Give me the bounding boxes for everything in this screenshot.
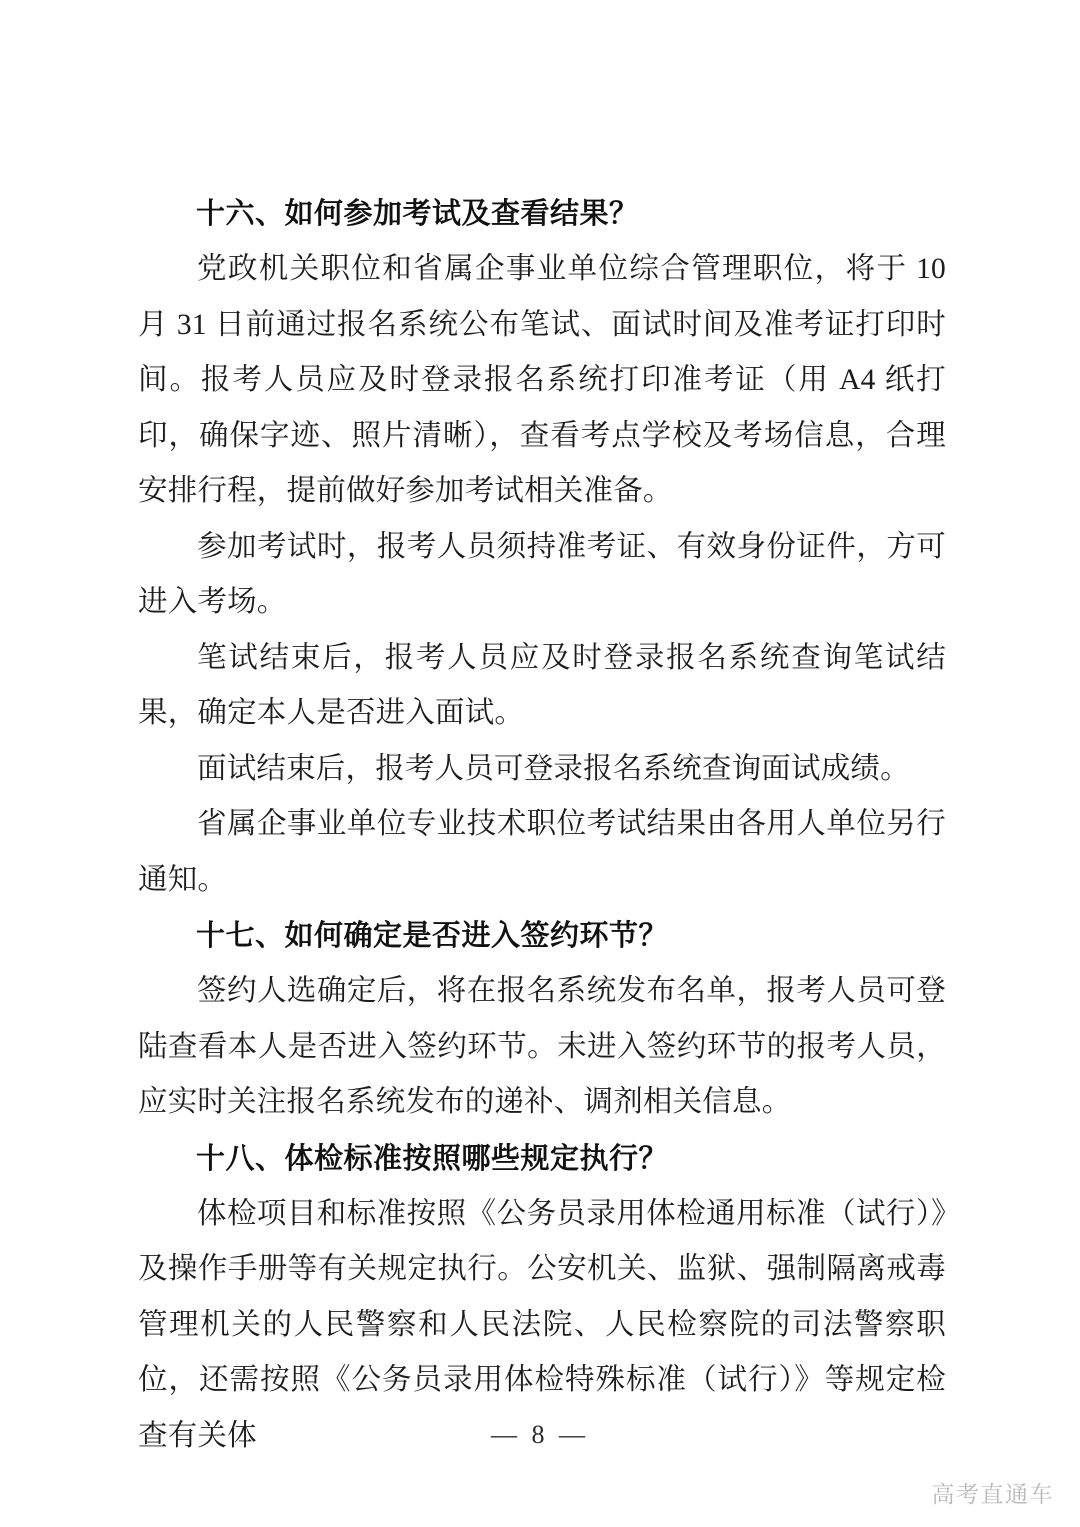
page-text-column xyxy=(138,186,946,1464)
paragraph-16-2: 参加考试时，报考人员须持准考证、有效身份证件，方可进入考场。 xyxy=(138,530,946,618)
paragraph-18-1: 体检项目和标准按照《公务员录用体检通用标准（试行）》及操作手册等有关规定执行。公安机关、监狱、强制隔离戒毒管理机关的人民警察和人民法院、人民检察院的司法警察职位，还需按照《公务员录用体检特殊标准（试行）》等规定检查有关体 xyxy=(138,1197,946,1452)
section-heading-17: 十七、如何确定是否进入签约环节？ xyxy=(196,920,669,952)
paragraph-16-5: 省属企事业单位专业技术职位考试结果由各用人单位另行通知。 xyxy=(138,808,946,896)
paragraph-16-4: 面试结束后，报考人员可登录报名系统查询面试成绩。 xyxy=(197,752,910,785)
watermark-label: 高考直通车 xyxy=(931,1481,1054,1507)
paragraph-16-3: 笔试结束后，报考人员应及时登录报名系统查询笔试结果，确定本人是否进入面试。 xyxy=(138,641,946,729)
paragraph-16-1: 党政机关职位和省属企事业单位综合管理职位，将于 10 月 31 日前通过报名系统公布笔试、面试时间及准考证打印时间。报考人员应及时登录报名系统打印准考证（用 A4 纸打印，确保字迹、照片清晰），查看考点学校及考场信息，合理安排行程，提前做好参加考试相关准备。 xyxy=(138,253,946,507)
section-heading-18: 十八、体检标准按照哪些规定执行？ xyxy=(196,1142,669,1175)
section-heading-16: 十六、如何参加考试及查看结果？ xyxy=(196,198,639,230)
page-number: — 8 — xyxy=(491,1420,589,1449)
paragraph-17-1: 签约人选确定后，将在报名系统发布名单，报考人员可登陆查看本人是否进入签约环节。未进入签约环节的报考人员，应实时关注报名系统发布的递补、调剂相关信息。 xyxy=(138,975,946,1118)
